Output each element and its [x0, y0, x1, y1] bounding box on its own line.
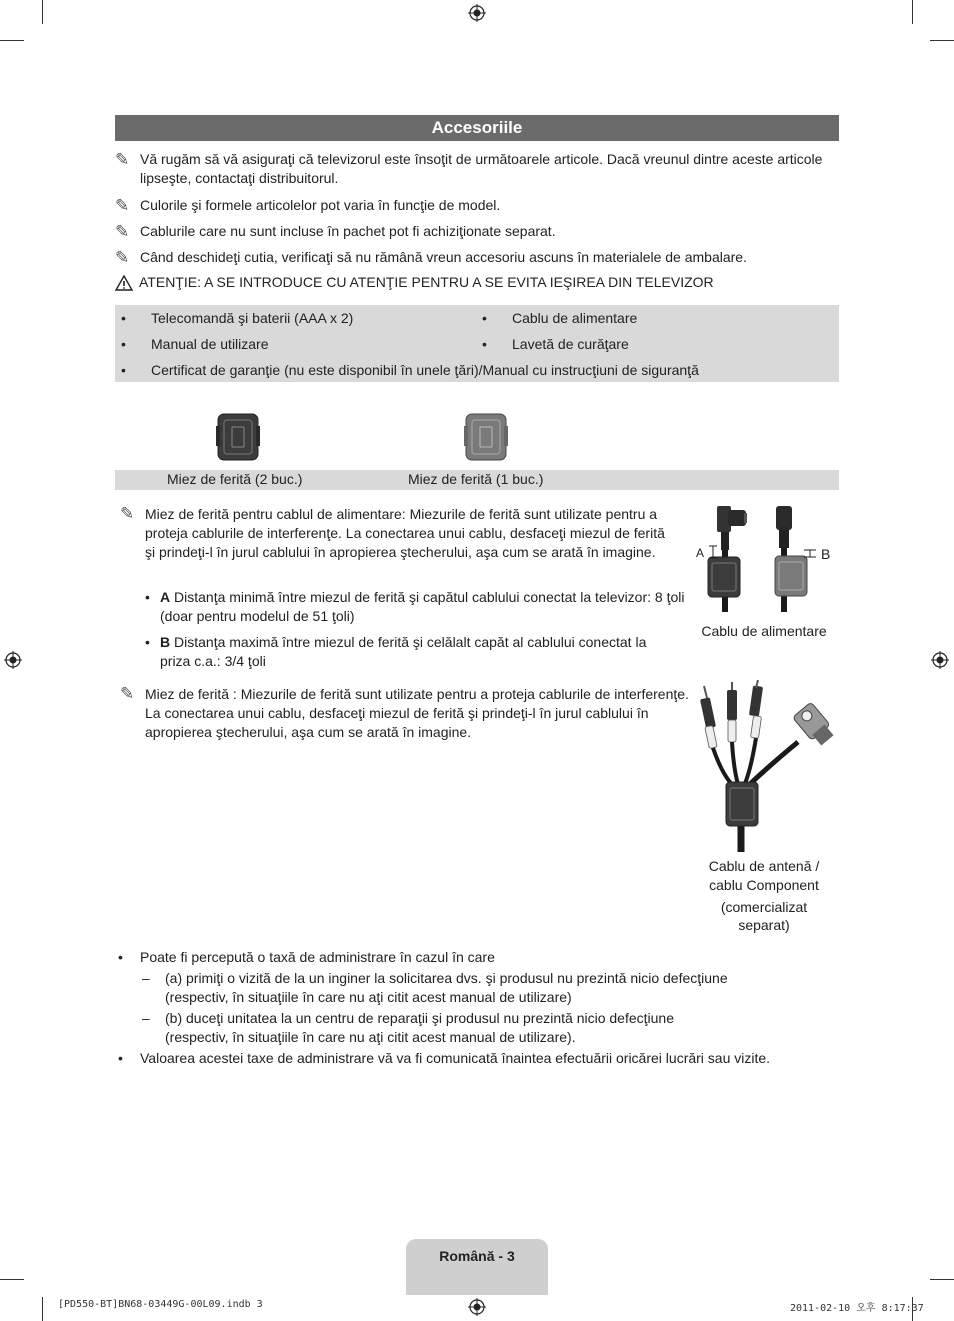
- pencil-icon: ✎: [115, 248, 130, 267]
- registration-mark-icon: [468, 1298, 486, 1316]
- dash: –: [142, 1010, 150, 1026]
- pencil-icon: ✎: [115, 222, 130, 241]
- page-number: Română - 3: [439, 1248, 515, 1264]
- warning-text: ATENŢIE: A SE INTRODUCE CU ATENŢIE PENTRU A SE EVITA IEŞIREA DIN TELEVIZOR: [139, 274, 714, 290]
- label-a: A: [696, 546, 705, 560]
- note-text: Vă rugăm să vă asiguraţi că televizorul este însoţit de următoarele articole. Dacă vreunul dintre aceste articole lipseşte, contactaţi distribuitorul.: [140, 151, 823, 186]
- note-text: Când deschideţi cutia, verificaţi să nu rămână vreun accesoriu ascuns în materialele de ambalare.: [140, 249, 747, 265]
- sub-key: B: [160, 634, 171, 650]
- crop-mark: [912, 0, 913, 24]
- fee-text: Poate fi percepută o taxă de administrare în cazul în care: [140, 949, 495, 965]
- accessories-list: [115, 305, 839, 382]
- crop-mark: [930, 1279, 954, 1280]
- power-note-text: Miez de ferită pentru cablul de alimentare: Miezurile de ferită sunt utilizate pentru a proteja cablurile de interferenţe. La conectarea unui cablu, desfaceţi miezul de ferită şi prindeţi-l în jurul cablului în apropierea ştecherului, aşa cum se arată în imagine.: [145, 506, 665, 560]
- antenna-cable-illustration: [694, 680, 834, 855]
- ferrite-label: Miez de ferită (2 buc.): [167, 471, 303, 487]
- registration-mark-icon: [4, 651, 22, 669]
- bullet: •: [482, 310, 487, 326]
- note-item: [115, 196, 835, 216]
- antenna-note-text: Miez de ferită : Miezurile de ferită sunt utilizate pentru a proteja cablurile de interferenţe. La conectarea unui cablu, desfaceţi miezul de ferită şi prindeţi-l în jurul cablului în apropierea ştecherului, aşa cum se arată în imagine.: [145, 686, 689, 740]
- crop-mark: [930, 40, 954, 41]
- list-item-label: Telecomandă şi baterii (AAA x 2): [151, 310, 354, 326]
- pencil-icon: ✎: [115, 196, 130, 215]
- crop-mark: [42, 1297, 43, 1321]
- bullet: •: [118, 949, 123, 965]
- antenna-caption-line: separat): [738, 917, 790, 933]
- registration-mark-icon: [468, 4, 486, 22]
- bullet: •: [145, 634, 150, 650]
- note-text: Culorile şi formele articolelor pot varia în funcţie de model.: [140, 197, 501, 213]
- note-item: [115, 222, 835, 242]
- pencil-icon: ✎: [120, 684, 135, 703]
- warning-triangle-icon: [115, 275, 133, 291]
- note-text: Cablurile care nu sunt incluse în pachet pot fi achiziţionate separat.: [140, 223, 556, 239]
- crop-mark: [0, 40, 24, 41]
- pencil-icon: ✎: [120, 504, 135, 523]
- section-title: Accesoriile: [115, 115, 839, 141]
- antenna-caption-line: Cablu de antenă /: [708, 858, 820, 874]
- fee-sub-text: (b) duceţi unitatea la un centru de reparaţii şi produsul nu prezintă nicio defecţiune: [165, 1010, 674, 1026]
- pencil-icon: ✎: [115, 150, 130, 169]
- note-item: [115, 248, 835, 268]
- fee-sub-item-cont: [165, 988, 815, 1007]
- list-item-label: Manual de utilizare: [151, 336, 269, 352]
- fee-sub-text: (a) primiţi o vizită de la un inginer la solicitarea dvs. şi produsul nu prezintă nicio defecţiune: [165, 970, 728, 986]
- note-item: [115, 150, 835, 190]
- list-item-label: Certificat de garanţie (nu este disponibil în unele ţări)/Manual cu instrucţiuni de siguranţă: [151, 362, 699, 378]
- sub-text: Distanţa minimă între miezul de ferită şi capătul cablului conectat la televizor: 8 ţoli (doar pentru modelul de 51 ţoli): [160, 589, 685, 624]
- warning-line: [115, 273, 835, 293]
- crop-mark: [42, 0, 43, 24]
- list-item-label: Lavetă de curăţare: [512, 336, 629, 352]
- fee-sub-text: (respectiv, în situaţiile în care nu aţi citit acest manual de utilizare): [165, 989, 572, 1005]
- bullet: •: [482, 336, 487, 352]
- label-b: B: [821, 546, 831, 562]
- fee-sub-item-cont: [165, 1028, 815, 1047]
- ferrite-core-gray-image: [464, 412, 508, 462]
- registration-mark-icon: [931, 651, 949, 669]
- crop-mark: [0, 1279, 24, 1280]
- sub-text: Distanţa maximă între miezul de ferită şi celălalt capăt al cablului conectat la priza c.a.: 3/4 ţoli: [160, 634, 647, 669]
- power-cable-caption: Cablu de alimentare: [701, 623, 827, 639]
- ferrite-labels: [115, 470, 839, 490]
- power-cable-illustration: [690, 500, 840, 615]
- timestamp: 2011-02-10 오후 8:17:37: [790, 1303, 924, 1314]
- fee-text: Valoarea acestei taxe de administrare vă va fi comunicată înaintea efectuării oricărei lucrări sau vizite.: [140, 1050, 771, 1066]
- fee-sub-text: (respectiv, în situaţiile în care nu aţi citit acest manual de utilizare).: [165, 1029, 576, 1045]
- sub-key: A: [160, 589, 171, 605]
- antenna-caption-line: cablu Component: [709, 877, 819, 893]
- bullet: •: [145, 589, 150, 605]
- antenna-caption-line: (comercializat: [720, 899, 808, 915]
- bullet: •: [121, 336, 126, 352]
- list-item-label: Cablu de alimentare: [512, 310, 638, 326]
- bullet: •: [121, 310, 126, 326]
- ferrite-label: Miez de ferită (1 buc.): [408, 471, 544, 487]
- ferrite-core-dark-image: [216, 412, 260, 462]
- bullet: •: [121, 362, 126, 378]
- page-number-tab: [406, 1239, 548, 1295]
- bullet: •: [118, 1050, 123, 1066]
- dash: –: [142, 970, 150, 986]
- file-info: [PD550-BT]BN68-03449G-00L09.indb 3: [58, 1299, 263, 1310]
